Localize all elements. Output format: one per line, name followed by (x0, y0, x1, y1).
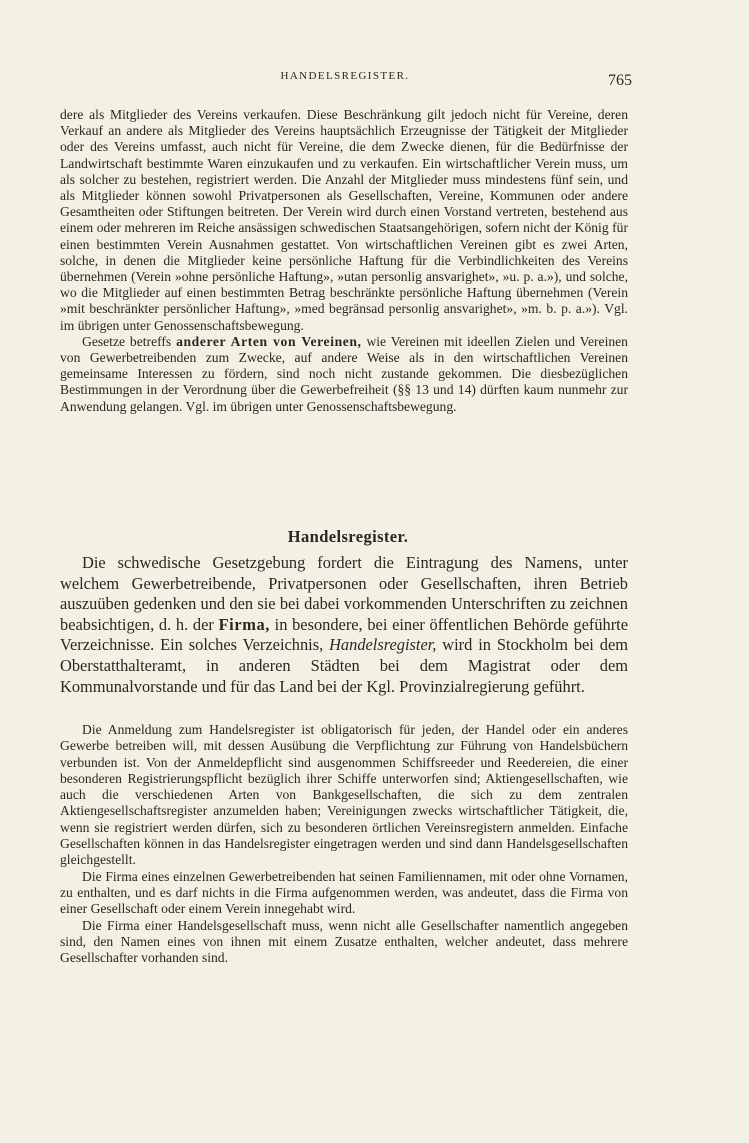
handelsregister-intro (60, 553, 628, 697)
vereine-section (60, 107, 628, 415)
vereine-paragraph-1: dere als Mitglieder des Vereins verkaufen. Diese Beschränkung gilt jedoch nicht für Vereine, deren Verkauf an andere als Mitglieder des Vereins hauptsächlich Erzeugnisse der Tätigkeit der Mitglieder oder des Vereins umfasst, auch nicht für Vereine, die dem Zwecke dienen, für die Bedürfnisse der Landwirtschaft bestimmte Waren einzukaufen und zu verkaufen. Ein wirtschaftlicher Verein muss, um als solcher zu bestehen, registriert werden. Die Anzahl der Mitglieder muss mindestens fünf sein, und als Mitglieder können sowohl Privatpersonen als Gesellschaften, Vereine, Kommunen oder andere Gesamtheiten oder Stiftungen beitreten. Der Verein wird durch einen Vorstand vertreten, bestehend aus einem oder mehreren im Reiche ansässigen schwedischen Staatsangehörigen, sofern nicht der König für einen bestimmten Verein Ausnahmen gestattet. Von wirtschaftlichen Vereinen gibt es zwei Arten, solche, in denen die Mitglieder keine persönliche Haftung für die Verbindlichkeiten des Vereins übernehmen (Verein »ohne persönliche Haftung», »utan personlig ansvarighet», »u. p. a.»), und solche, wo die Mitglieder auf einen bestimmten Betrag beschränkte persönliche Haftung übernehmen (Verein »mit beschränkter persönlicher Haftung», »med begränsad personlig ansvarighet», »m. b. p. a.»). Vgl. im übrigen unter Genossenschaftsbewegung. (60, 107, 628, 333)
handelsregister-body (60, 722, 628, 966)
section-heading: Handelsregister. (287, 527, 409, 546)
running-title: HANDELSREGISTER. (280, 70, 410, 82)
vereine-p2-start: Gesetze betreffs (82, 333, 177, 349)
intro-handelsregister-term: Handelsregister, (329, 635, 437, 655)
page-number: 765 (608, 72, 632, 89)
vereine-paragraph-2 (60, 334, 628, 415)
firma-gesellschaft-paragraph: Die Firma einer Handelsgesellschaft muss, wenn nicht alle Gesellschafter namentlich angegeben sind, den Namen eines von ihnen mit einem Zusatze enthalten, welcher andeutet, dass mehrere Gesellschafter vorhanden sind. (60, 917, 628, 966)
anmeldung-paragraph: Die Anmeldung zum Handelsregister ist obligatorisch für jeden, der Handel oder ein anderes Gewerbe betreiben will, mit dessen Ausübung die Verpflichtung zur Führung von Handelsbüchern verbunden ist. Von der Anmeldepflicht sind ausgenommen Schiffsreeder und Reedereien, die einer besonderen Registrierungspflicht bezüglich ihrer Schiffe unterworfen sind; Aktiengesellschaften, wie auch die verschiedenen Arten von Bankgesellschaften, die sich zu dem zentralen Aktiengesellschaftsregister anzumelden haben; Vereinigungen zwecks wirtschaftlicher Tätigkeit, die, wenn sie registriert werden dürfen, sich zu besonderen örtlichen Vereinsregistern anmelden. Einfache Gesellschaften können in das Handelsregister eingetragen werden und sind dann Handelsgesellschaften gleichgestellt. (60, 722, 628, 868)
intro-part-3: wird in Stockholm bei dem Oberstatthalteramt, in anderen Städten bei dem Magistrat oder dem Kommunalvorstande und für das Land bei der Kgl. Provinzialregierung geführt. (60, 635, 628, 696)
vereine-p2-bold: anderer Arten von Vereinen, (176, 333, 362, 349)
vereine-p2-end: wie Vereinen mit ideellen Zielen und Vereinen von Gewerbetreibenden zum Zwecke, auf andere Weise als in den wirtschaftlichen Vereinen gemeinsame Interessen zu fördern, sind noch nicht zustande gekommen. Die diesbezüglichen Bestimmungen in der Verordnung über die Gewerbefreiheit (§§ 13 und 14) dürften kaum nunmehr zur Anwendung gelangen. Vgl. im übrigen unter Genossenschaftsbewegung. (60, 333, 628, 414)
intro-firma-term: Firma, (218, 614, 270, 634)
intro-paragraph (60, 553, 628, 697)
intro-part-2: in besondere, bei einer öffentlichen Behörde geführte Verzeichnisse. Ein solches Verzeichnis, (60, 614, 628, 655)
intro-part-1: Die schwedische Gesetzgebung fordert die Eintragung des Namens, unter welchem Gewerbetreibende, Privatpersonen oder Gesellschaften, ihren Betrieb auszuüben gedenken und den sie bei dabei vorkommenden Unterschriften zu zeichnen beabsichtigen, d. h. der (60, 553, 628, 634)
firma-einzeln-paragraph: Die Firma eines einzelnen Gewerbetreibenden hat seinen Familiennamen, mit oder ohne Vornamen, zu enthalten, und es darf nichts in die Firma aufgenommen werden, was andeutet, dass die Firma von einer Gesellschaft oder einem Verein innegehabt wird. (60, 868, 628, 917)
